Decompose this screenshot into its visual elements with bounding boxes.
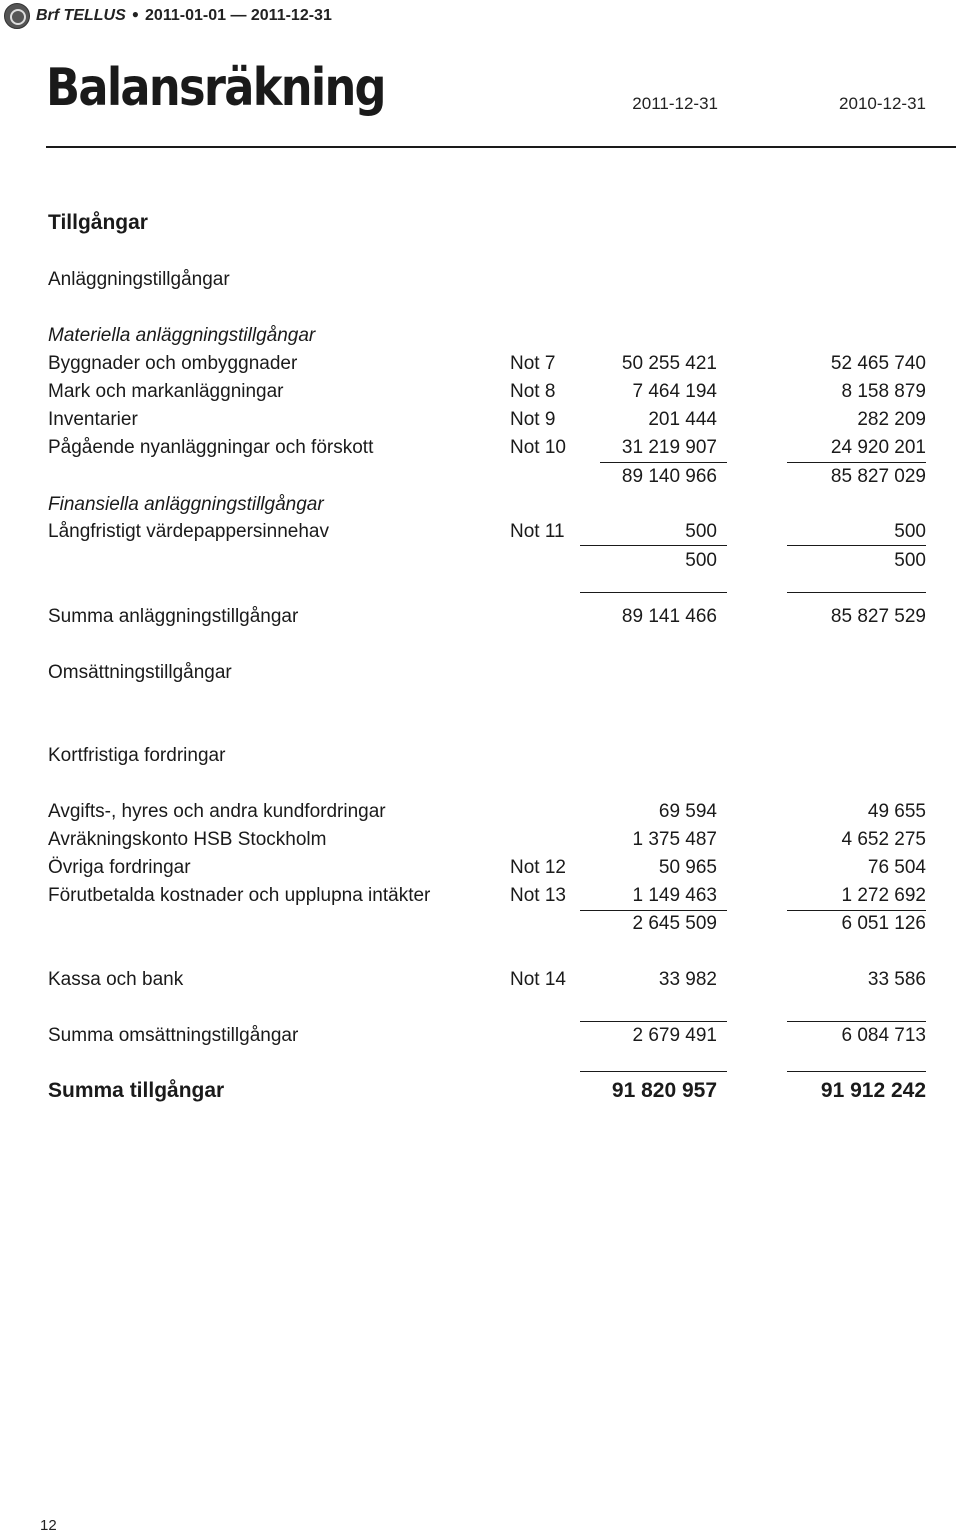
value-2011: 7 464 194 bbox=[632, 381, 717, 402]
row-label: Förutbetalda kostnader och upplupna intäkter bbox=[48, 885, 431, 906]
table-row-avgifts bbox=[0, 798, 960, 826]
row-label: Inventarier bbox=[48, 409, 138, 430]
value-2010: 85 827 029 bbox=[830, 466, 926, 487]
total-rule bbox=[787, 592, 926, 593]
value-2010: 4 652 275 bbox=[841, 829, 926, 850]
note-ref: Not 7 bbox=[510, 353, 556, 374]
row-label: Omsättningstillgångar bbox=[48, 662, 232, 683]
subgroup-heading-materiella bbox=[0, 322, 960, 350]
note-ref: Not 13 bbox=[510, 885, 566, 906]
row-label: Övriga fordringar bbox=[48, 857, 191, 878]
total-rule bbox=[580, 592, 727, 593]
note-ref: Not 11 bbox=[510, 521, 565, 542]
value-2010: 76 504 bbox=[867, 857, 926, 878]
group-heading-anlaggning bbox=[0, 266, 960, 294]
row-label: Avgifts-, hyres och andra kundfordringar bbox=[48, 801, 386, 822]
row-label: Materiella anläggningstillgångar bbox=[48, 325, 316, 346]
value-2011: 89 140 966 bbox=[621, 466, 717, 487]
value-2010: 500 bbox=[894, 550, 926, 571]
grand-total-rule bbox=[580, 1071, 727, 1072]
value-2010: 500 bbox=[894, 521, 926, 542]
header-text bbox=[36, 7, 332, 25]
note-ref: Not 14 bbox=[510, 969, 566, 990]
title-divider bbox=[46, 146, 956, 148]
grand-total-rule bbox=[787, 1071, 926, 1072]
value-2010: 49 655 bbox=[867, 801, 926, 822]
total-row-anlaggning bbox=[0, 603, 960, 631]
row-label: Anläggningstillgångar bbox=[48, 269, 230, 290]
table-row-ovriga bbox=[0, 854, 960, 882]
value-2011: 1 149 463 bbox=[632, 885, 717, 906]
note-ref: Not 8 bbox=[510, 381, 556, 402]
total-row-omsattning bbox=[0, 1022, 960, 1050]
subtotal-rule bbox=[580, 545, 727, 546]
bullet-icon: ● bbox=[131, 7, 140, 21]
header-org-name: Brf TELLUS bbox=[36, 7, 126, 24]
table-row-inventarier bbox=[0, 406, 960, 434]
value-2010: 91 912 242 bbox=[820, 1079, 926, 1102]
table-row-mark bbox=[0, 378, 960, 406]
row-label: Summa tillgångar bbox=[48, 1079, 225, 1102]
subtotal-row-materiella bbox=[0, 463, 960, 491]
document-header bbox=[4, 3, 332, 29]
row-label: Kassa och bank bbox=[48, 969, 184, 990]
value-2011: 69 594 bbox=[658, 801, 717, 822]
value-2011: 91 820 957 bbox=[611, 1079, 717, 1102]
value-2010: 24 920 201 bbox=[830, 437, 926, 458]
note-ref: Not 12 bbox=[510, 857, 566, 878]
grand-total-row-tillgangar bbox=[0, 1077, 960, 1105]
value-2010: 33 586 bbox=[867, 969, 926, 990]
table-row-pagaende bbox=[0, 434, 960, 462]
association-logo-icon bbox=[4, 3, 30, 29]
subgroup-heading-kortfristiga bbox=[0, 742, 960, 770]
table-row-langfristigt bbox=[0, 518, 960, 546]
column-header-2011: 2011-12-31 bbox=[632, 94, 718, 113]
page-title: Balansräkning bbox=[46, 58, 385, 118]
row-label: Summa omsättningstillgångar bbox=[48, 1025, 299, 1046]
value-2011: 33 982 bbox=[658, 969, 717, 990]
table-row-forutbetalda bbox=[0, 882, 960, 910]
subgroup-heading-finansiella bbox=[0, 491, 960, 519]
subtotal-row-kortfristiga bbox=[0, 910, 960, 938]
group-heading-omsattning bbox=[0, 659, 960, 687]
value-2010: 1 272 692 bbox=[841, 885, 926, 906]
value-2010: 8 158 879 bbox=[841, 381, 926, 402]
table-row-avrakning bbox=[0, 826, 960, 854]
row-label: Långfristigt värdepappersinnehav bbox=[48, 521, 329, 542]
value-2011: 201 444 bbox=[648, 409, 717, 430]
value-2010: 85 827 529 bbox=[830, 606, 926, 627]
row-label: Avräkningskonto HSB Stockholm bbox=[48, 829, 327, 850]
note-ref: Not 10 bbox=[510, 437, 566, 458]
value-2011: 500 bbox=[685, 550, 717, 571]
value-2010: 6 084 713 bbox=[841, 1025, 926, 1046]
row-label: Mark och markanläggningar bbox=[48, 381, 284, 402]
row-label: Pågående nyanläggningar och förskott bbox=[48, 437, 374, 458]
value-2011: 50 255 421 bbox=[621, 353, 717, 374]
table-row-kassa bbox=[0, 966, 960, 994]
value-2011: 500 bbox=[685, 521, 717, 542]
value-2010: 282 209 bbox=[857, 409, 926, 430]
row-label: Byggnader och ombyggnader bbox=[48, 353, 298, 374]
value-2011: 1 375 487 bbox=[632, 829, 717, 850]
note-ref: Not 9 bbox=[510, 409, 556, 430]
header-period: 2011-01-01 — 2011-12-31 bbox=[145, 7, 332, 24]
subtotal-rule bbox=[787, 545, 926, 546]
row-label: Kortfristiga fordringar bbox=[48, 745, 226, 766]
value-2011: 50 965 bbox=[658, 857, 717, 878]
column-header-2010: 2010-12-31 bbox=[839, 94, 926, 113]
row-label: Tillgångar bbox=[48, 211, 148, 234]
value-2010: 52 465 740 bbox=[830, 353, 926, 374]
row-label: Summa anläggningstillgångar bbox=[48, 606, 299, 627]
page-number: 12 bbox=[40, 1517, 57, 1534]
table-row-byggnader bbox=[0, 350, 960, 378]
section-heading-tillgangar bbox=[0, 209, 960, 237]
subtotal-row-finansiella bbox=[0, 547, 960, 575]
value-2010: 6 051 126 bbox=[841, 913, 926, 934]
value-2011: 2 645 509 bbox=[632, 913, 717, 934]
value-2011: 89 141 466 bbox=[621, 606, 717, 627]
value-2011: 31 219 907 bbox=[621, 437, 717, 458]
value-2011: 2 679 491 bbox=[632, 1025, 717, 1046]
row-label: Finansiella anläggningstillgångar bbox=[48, 494, 324, 515]
